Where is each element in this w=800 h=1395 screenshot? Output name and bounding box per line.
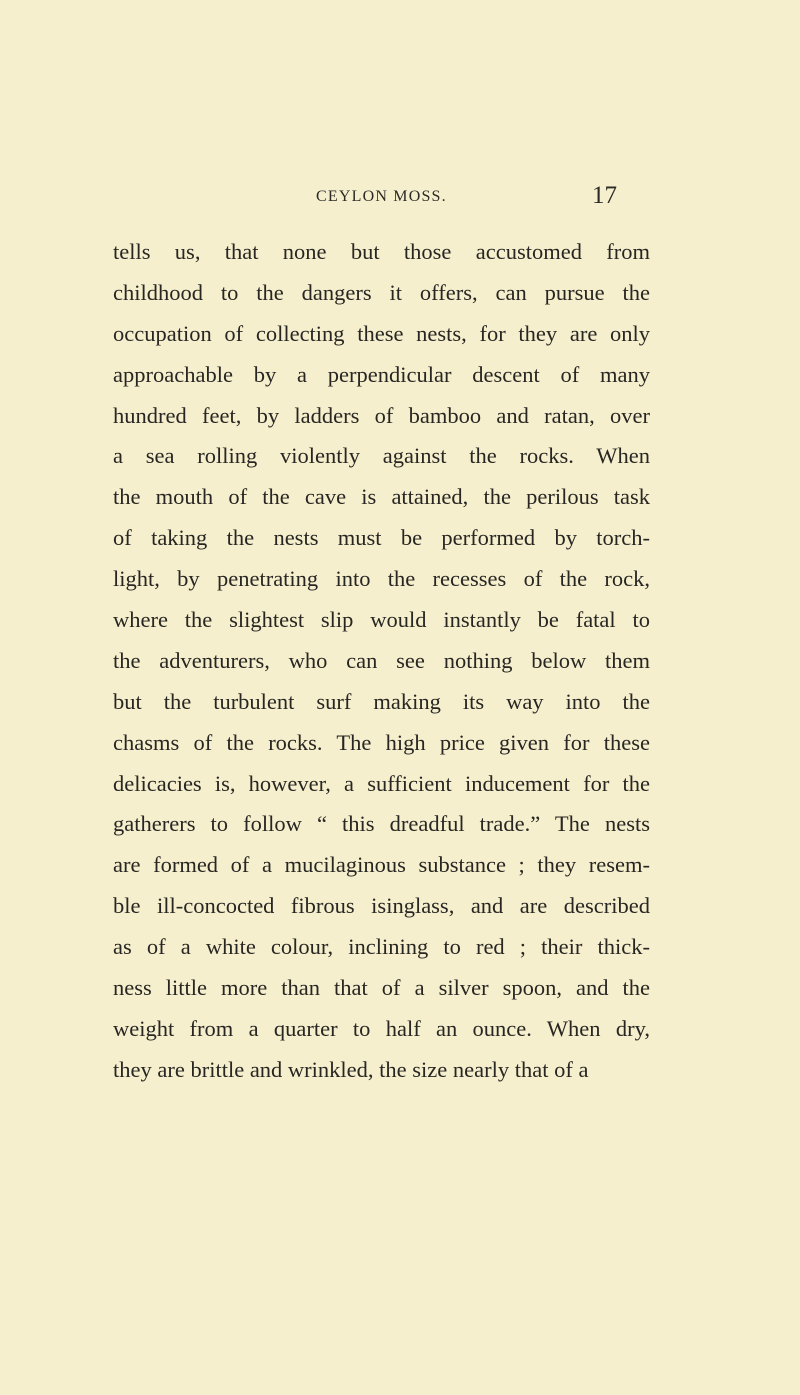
text-line: ness little more than that of a silver spoon, and the	[113, 975, 650, 1001]
text-line: as of a white colour, inclining to red ; their thick-	[113, 934, 650, 960]
text-line: chasms of the rocks. The high price given for these	[113, 729, 650, 755]
text-line: delicacies is, however, a sufficient inducement for the	[113, 770, 650, 796]
text-line: the mouth of the cave is attained, the perilous task	[113, 484, 650, 510]
running-head: CEYLON MOSS.	[316, 188, 447, 205]
text-line: light, by penetrating into the recesses of the rock,	[113, 566, 650, 592]
page-number: 17	[592, 182, 617, 209]
text-line: where the slightest slip would instantly be fatal to	[113, 607, 650, 633]
text-line: approachable by a perpendicular descent of many	[113, 361, 650, 387]
text-line: gatherers to follow “ this dreadful trade.” The nests	[113, 811, 650, 837]
text-line: are formed of a mucilaginous substance ; they resem-	[113, 852, 650, 878]
text-line: of taking the nests must be performed by torch-	[113, 525, 650, 551]
text-line: hundred feet, by ladders of bamboo and ratan, over	[113, 402, 650, 428]
text-line: tells us, that none but those accustomed from	[113, 239, 650, 264]
text-line: ble ill-concocted fibrous isinglass, and are described	[113, 893, 650, 919]
text-line: childhood to the dangers it offers, can pursue the	[113, 279, 650, 305]
text-line: weight from a quarter to half an ounce. When dry,	[113, 1015, 650, 1041]
text-line: but the turbulent surf making its way into the	[113, 688, 650, 714]
text-line: they are brittle and wrinkled, the size nearly that of a	[113, 1056, 589, 1082]
text-line: the adventurers, who can see nothing below them	[113, 647, 650, 673]
body-text	[113, 232, 650, 1091]
text-line: a sea rolling violently against the rocks. When	[113, 443, 650, 469]
text-line: occupation of collecting these nests, for they are only	[113, 320, 650, 346]
page-header	[0, 182, 800, 218]
